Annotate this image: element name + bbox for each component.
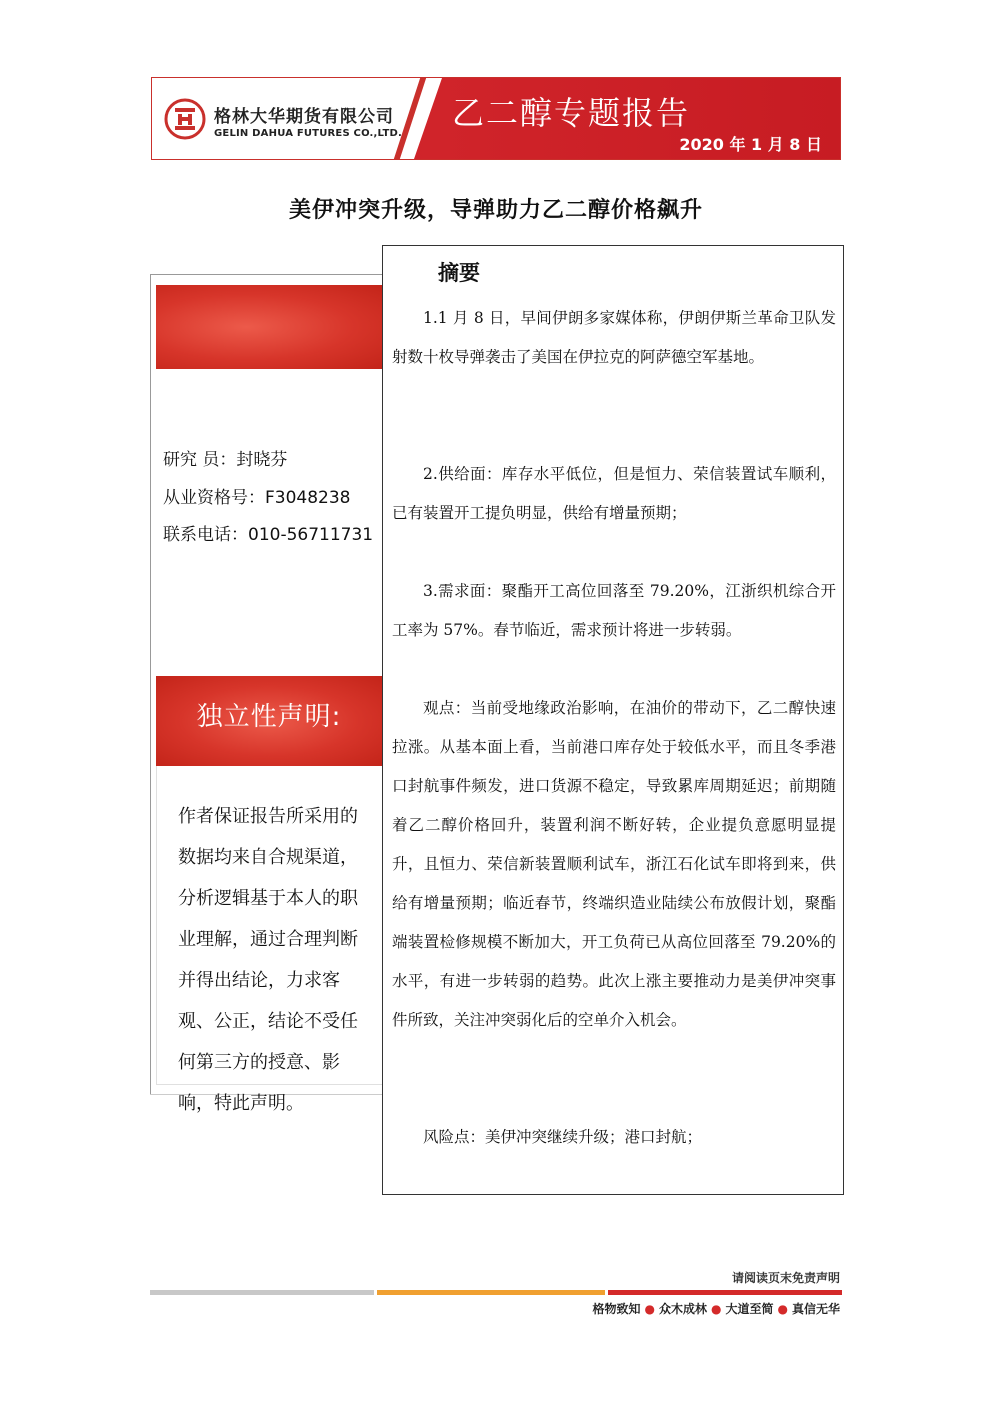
report-date: 2020 年 1 月 8 日 <box>679 135 822 154</box>
slogan-item: 大道至简 <box>725 1302 774 1316</box>
sidebar-red-banner <box>156 285 382 369</box>
footer-bar-gray <box>150 1290 374 1295</box>
summary-paragraph-viewpoint: 观点：当前受地缘政治影响，在油价的带动下，乙二醇快速拉涨。从基本面上看，当前港口库存处于较低水平，而且冬季港口封航事件频发，进口货源不稳定，导致累库周期延迟；前期随着乙二醇价格回升，装置利润不断好转，企业提负意愿明显提升，且恒力、荣信新装置顺利试车，浙江石化试车即将到来，供给有增量预期；临近春节，终端织造业陆续公布放假计划，聚酯端装置检修规模不断加大，开工负荷已从高位回落至 79.20%的水平，有进一步转弱的趋势。此次上涨主要推动力是美伊冲突事件所致，关注冲突弱化后的空单介入机会。 <box>392 699 836 1029</box>
bullet-dot-icon: ● <box>711 1302 722 1316</box>
license-number: 从业资格号：F3048238 <box>163 488 351 508</box>
bullet-dot-icon: ● <box>777 1302 788 1316</box>
slogan-item: 格物致知 <box>592 1302 641 1316</box>
disclaimer-note: 请阅读页末免责声明 <box>731 1271 840 1285</box>
report-type-title: 乙二醇专题报告 <box>452 94 691 132</box>
page-title: 美伊冲突升级，导弹助力乙二醇价格飙升 <box>288 198 703 223</box>
contact-phone: 联系电话：010-56711731 <box>163 525 374 545</box>
declaration-title: 独立性声明: <box>196 702 342 732</box>
company-name-en: GELIN DAHUA FUTURES CO.,LTD. <box>214 128 402 139</box>
footer-color-bar <box>150 1290 842 1295</box>
summary-paragraph-3: 3.需求面：聚酯开工高位回落至 79.20%，江浙织机综合开工率为 57%。春节临近，需求预计将进一步转弱。 <box>392 582 836 639</box>
researcher-name: 研究 员：封晓芬 <box>163 450 288 470</box>
bullet-dot-icon: ● <box>644 1302 655 1316</box>
footer-bar-red <box>608 1290 842 1295</box>
declaration-text: 作者保证报告所采用的数据均来自合规渠道，分析逻辑基于本人的职业理解，通过合理判断并得出结论，力求客观、公正，结论不受任何第三方的授意、影响，特此声明。 <box>178 806 358 1114</box>
summary-heading: 摘要 <box>438 261 480 285</box>
company-name-cn: 格林大华期货有限公司 <box>214 107 394 127</box>
summary-paragraph-2: 2.供给面：库存水平低位，但是恒力、荣信装置试车顺利，已有装置开工提负明显，供给有增量预期； <box>392 465 836 522</box>
company-logo-icon <box>164 98 206 140</box>
report-header-banner <box>151 77 841 160</box>
summary-paragraph-risk: 风险点：美伊冲突继续升级；港口封航； <box>423 1128 703 1146</box>
slogan-item: 真信无华 <box>791 1302 840 1316</box>
slogan-item: 众木成林 <box>658 1302 707 1316</box>
summary-paragraph-1: 1.1 月 8 日，早间伊朗多家媒体称，伊朗伊斯兰革命卫队发射数十枚导弹袭击了美国在伊拉克的阿萨德空军基地。 <box>392 309 836 366</box>
footer-slogans <box>592 1300 840 1317</box>
footer-bar-orange <box>377 1290 605 1295</box>
